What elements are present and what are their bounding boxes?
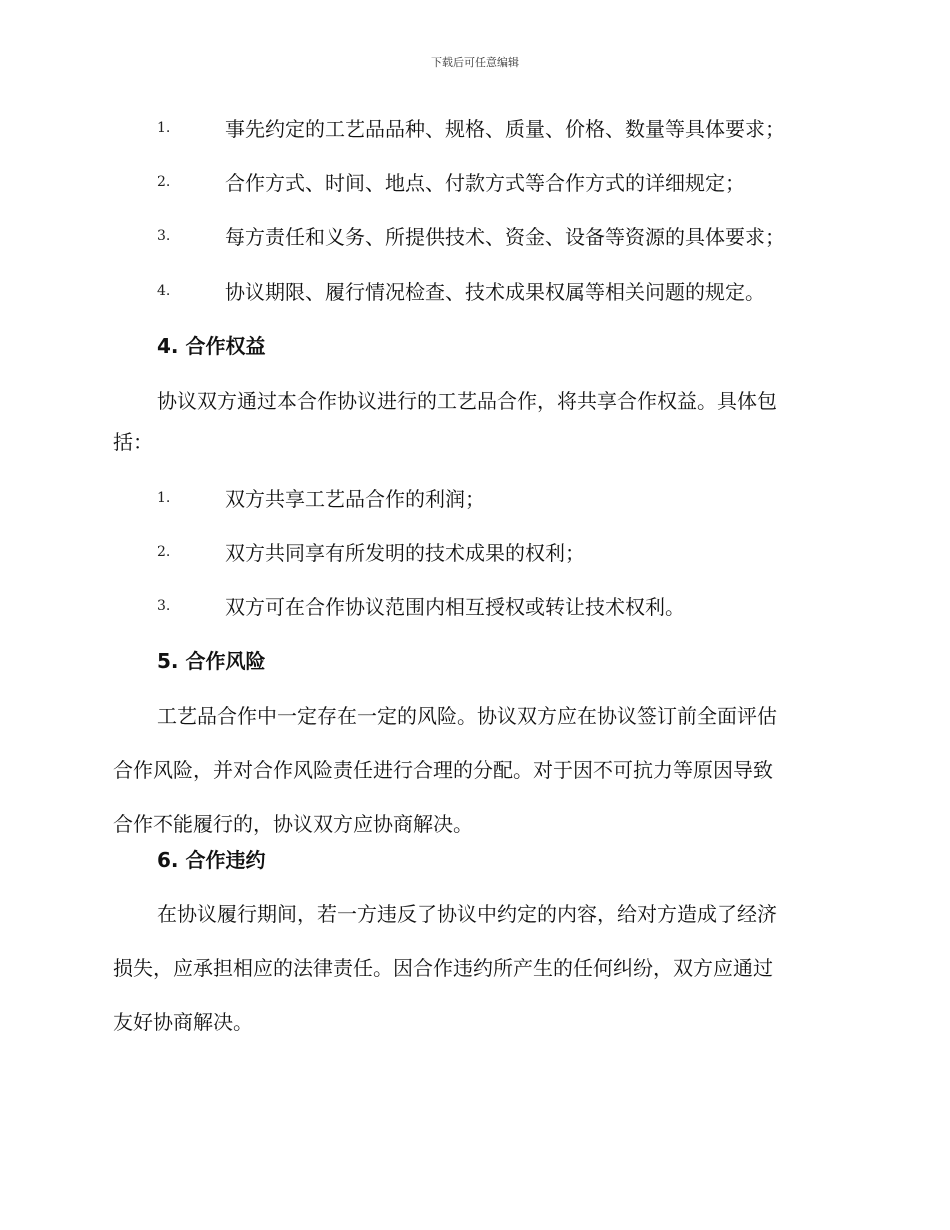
paragraph-line: 合作不能履行的，协议双方应协商解决。 (113, 812, 473, 836)
section-4-paragraph (113, 386, 833, 481)
section-6-paragraph (113, 899, 833, 1061)
paragraph-line: 损失，应承担相应的法律责任。因合作违约所产生的任何纠纷，双方应通过 (113, 956, 773, 980)
paragraph-line: 工艺品合作中一定存在一定的风险。协议双方应在协议签订前全面评估 (157, 704, 777, 728)
list-number: 1. (157, 490, 171, 506)
list-item (0, 484, 950, 514)
paragraph-line: 括： (113, 430, 153, 454)
list-text: 事先约定的工艺品品种、规格、质量、价格、数量等具体要求； (225, 117, 785, 141)
section-5-paragraph (113, 701, 833, 863)
paragraph-line: 友好协商解决。 (113, 1010, 253, 1034)
list-text: 双方共享工艺品合作的利润； (225, 487, 485, 511)
list-number: 3. (157, 598, 171, 614)
list-number: 2. (157, 544, 171, 560)
list-text: 合作方式、时间、地点、付款方式等合作方式的详细规定； (225, 171, 745, 195)
list-item (0, 592, 950, 622)
paragraph-line: 协议双方通过本合作协议进行的工艺品合作，将共享合作权益。具体包 (157, 389, 777, 413)
list-text: 协议期限、履行情况检查、技术成果权属等相关问题的规定。 (225, 280, 765, 304)
section-heading-4: 4. 合作权益 (157, 334, 266, 358)
section-heading-6: 6. 合作违约 (157, 848, 266, 872)
list-item (0, 168, 950, 198)
list-number: 2. (157, 174, 171, 190)
paragraph-line: 合作风险，并对合作风险责任进行合理的分配。对于因不可抗力等原因导致 (113, 758, 773, 782)
page-header: 下载后可任意编辑 (431, 56, 519, 69)
list-text: 双方共同享有所发明的技术成果的权利； (225, 541, 585, 565)
list-item (0, 222, 950, 252)
list-number: 1. (157, 120, 171, 136)
list-number: 3. (157, 228, 171, 244)
list-item (0, 277, 950, 307)
list-number: 4. (157, 283, 171, 299)
list-item (0, 538, 950, 568)
list-text: 每方责任和义务、所提供技术、资金、设备等资源的具体要求； (225, 225, 785, 249)
list-text: 双方可在合作协议范围内相互授权或转让技术权利。 (225, 595, 685, 619)
list-item (0, 114, 950, 144)
paragraph-line: 在协议履行期间，若一方违反了协议中约定的内容，给对方造成了经济 (157, 902, 777, 926)
section-heading-5: 5. 合作风险 (157, 649, 266, 673)
